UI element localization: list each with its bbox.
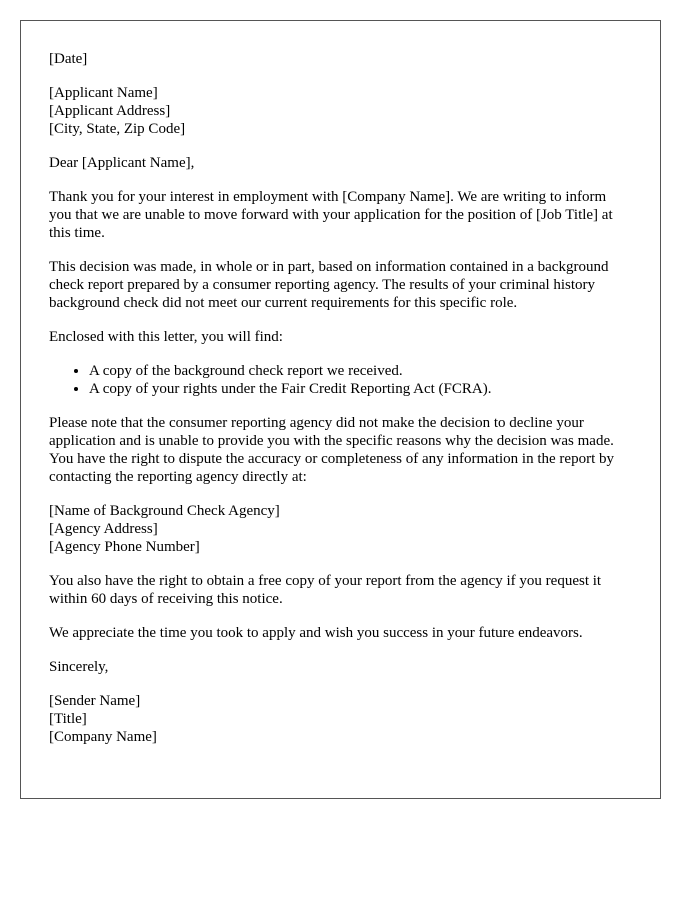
signature-block xyxy=(49,692,632,746)
recipient-city-state-zip: [City, State, Zip Code] xyxy=(49,121,186,137)
salutation: Dear [Applicant Name], xyxy=(49,155,195,171)
agency-contact-block xyxy=(49,502,632,556)
letter-page xyxy=(20,20,661,799)
list-item: • A copy of the background check report we received. xyxy=(89,362,632,380)
sender-name: [Sender Name] xyxy=(49,693,141,709)
list-item: • A copy of your rights under the Fair Credit Reporting Act (FCRA). xyxy=(89,380,632,398)
sender-title: [Title] xyxy=(49,711,87,727)
intro-paragraph: Thank you for your interest in employment with [Company Name]. We are writing to inform you that we are unable to move forward with your application for the position of [Job Title] at this time. xyxy=(49,189,613,241)
recipient-name: [Applicant Name] xyxy=(49,85,158,101)
enclosures-list xyxy=(49,362,632,398)
dispute-paragraph: Please note that the consumer reporting agency did not make the decision to decline your application and is unable to provide you with the specific reasons why the decision was made. You have the right to dispute the accuracy or completeness of any information in the report by contacting the reporting agency directly at: xyxy=(49,415,614,485)
agency-address: [Agency Address] xyxy=(49,521,158,537)
letter-date: [Date] xyxy=(49,51,88,67)
decision-paragraph: This decision was made, in whole or in part, based on information contained in a background check report prepared by a consumer reporting agency. The results of your criminal history background check did not meet our current requirements for this specific role. xyxy=(49,259,609,311)
free-copy-paragraph: You also have the right to obtain a free copy of your report from the agency if you request it within 60 days of receiving this notice. xyxy=(49,573,602,607)
sender-company: [Company Name] xyxy=(49,729,157,745)
agency-name: [Name of Background Check Agency] xyxy=(49,503,280,519)
enclosed-intro-paragraph: Enclosed with this letter, you will find: xyxy=(49,329,283,345)
closing: Sincerely, xyxy=(49,659,109,675)
recipient-address-block xyxy=(49,84,632,138)
agency-phone: [Agency Phone Number] xyxy=(49,539,200,555)
recipient-address: [Applicant Address] xyxy=(49,103,171,119)
appreciation-paragraph: We appreciate the time you took to apply and wish you success in your future endeavors. xyxy=(49,625,583,641)
